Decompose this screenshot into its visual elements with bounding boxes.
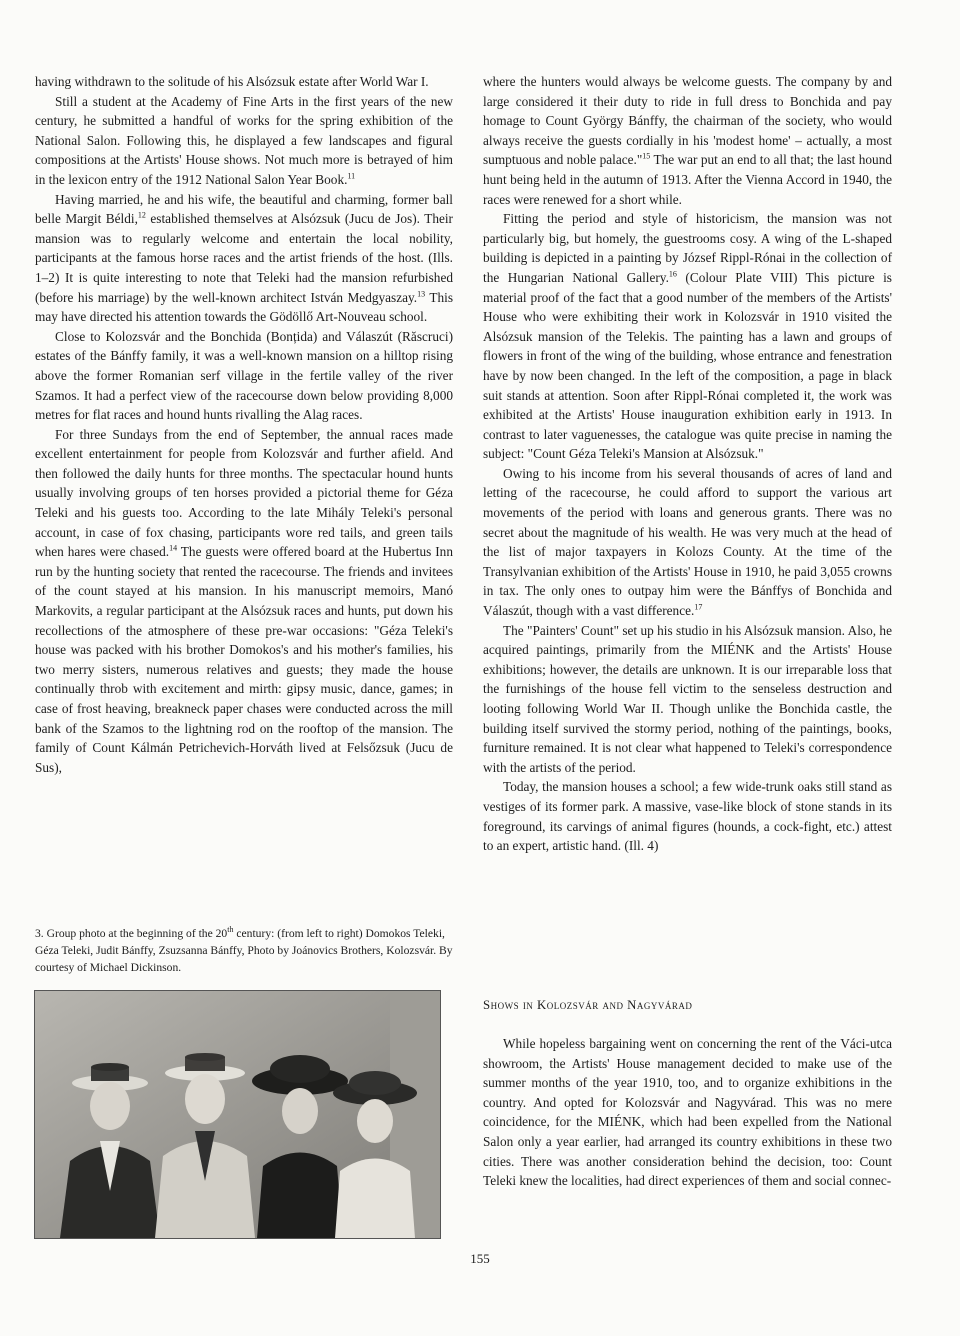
section-body	[483, 1034, 892, 1191]
paragraph: Today, the mansion houses a school; a few wide-trunk oaks still stand as vestiges of its former park. A massive, vase-like block of stone stands in its foreground, its carvings of animal figures (hounds, a cock-fight, etc.) attest to an expert, artistic hand. (Ill. 4)	[483, 779, 892, 854]
footnote-ref: 13	[417, 289, 426, 299]
paragraph: Having married, he and his wife, the beautiful and charming, former ball belle Margit Béldi,$^{12}$ established themselves at Alsózsuk (Jucu de Jos). Their mansion was to regularly welcome and entertain the local nobility, participants at the famous horse races and the artist friends of the host. (Ills. 1–2) It is quite interesting to note that Teleki had the mansion refurbished (before his marriage) by the well-known architect István Medgyaszay.$^{13}$ This may have directed his attention towards the Gödöllő Art-Nouveau school.	[35, 191, 453, 325]
footnote-ref: 14	[169, 543, 178, 553]
paragraph: The "Painters' Count" set up his studio in his Alsózsuk mansion. Also, he acquired paintings, primarily from the MIÉNK and the Artists' House exhibitions; however, the details are unknown. It is our irreparable loss that the furnishings of the house fell victim to the senseless destruction and looting following World War II. Though unlike the Bonchida castle, the building itself survived the stormy period, nothing of the paintings, books, furniture remained. It is not clear what happened to Teleki's correspondence with the artists of the period.	[483, 622, 892, 775]
figure-caption: 3. Group photo at the beginning of the 20th century: (from left to right) Domokos Teleki, Géza Teleki, Judit Bánffy, Zsuzsanna Bánffy, Photo by Joánovics Brothers, Kolozsvár. By courtesy of Michael Dickinson.	[35, 925, 453, 974]
group-photo-illustration	[35, 991, 440, 1238]
footnote-ref: 16	[668, 269, 677, 279]
section-heading: Shows in Kolozsvár and Nagyvárad	[483, 998, 693, 1012]
paragraph: For three Sundays from the end of September, the annual races made excellent entertainment for people from Kolozsvár and further afield. And then followed the daily hunts for three months. The spectacular hound hunts usually involving groups of ten horses provided a pictorial theme for Géza Teleki and his guests too. According to the late Mihály Teleki's personal account, in case of fox chasing, participants wore red tails, and green tails when hares were chased.$^{14}$ The guests were offered board at the Hubertus Inn run by the hunting society that rented the racecourse. The friends and invitees of the count stayed at his mansion. In his manuscript memoirs, Manó Markovits, a regular participant at the Alsózsuk races and hunts, put down his recollections of the atmosphere of these pre-war occasions: "Géza Teleki's house was packed with his brother Domokos's and his mother's families, his two merry sisters, numerous relatives and guests; they made the house continually throb with excitement and mirth: gipsy music, dance, games; in case of frost heaving, breakneck paper chases were conducted across the mill bank of the Szamos to the lightning rod on the rooftop of the mansion. The family of Count Kálmán Petrichevich-Horváth lived at Felsőzsuk (Jucu de Sus),	[35, 426, 453, 775]
page-number: 155	[470, 1251, 490, 1266]
paragraph: having withdrawn to the solitude of his Alsózsuk estate after World War I.	[35, 74, 429, 89]
footnote-ref: 17	[694, 602, 703, 612]
footnote-ref: 15	[642, 151, 651, 161]
paragraph: Owing to his income from his several thousands of acres of land and letting of the racecourse, he could afford to support the various art movements of the period with loans and generous grants. There was no secret about the magnitude of his wealth. He was very much at the head of the list of major taxpayers in Kolozs County. At the time of the Transylvanian exhibition of the Artists' House in 1910, he paid 3,055 crowns in tax. The only ones to outpay him were the Bánffys of Bonchida and Válaszút, though with a vast difference.$^{17}$	[483, 465, 892, 619]
left-column	[35, 72, 453, 777]
paragraph: where the hunters would always be welcome guests. The company by and large considered it their duty to ride in full dress to Bonchida and pay homage to Count György Bánffy, the chairman of the society, who would always receive the guests cordially in his 'modest home' – actually, a most sumptuous and noble palace."$^{15}$ The war put an end to all that; the last hound hunt being held in the autumn of 1913. After the Vienna Accord in 1940, the races were renewed for a short while.	[483, 74, 893, 207]
group-photo	[34, 990, 441, 1239]
footnote-ref: 11	[347, 171, 356, 181]
paragraph: Still a student at the Academy of Fine Arts in the first years of the new century, he submitted a handful of works for the spring exhibition of the National Salon. Following this, he displayed a few landscapes and figural compositions at the Artists' House shows. Not much more is betrayed of him in the lexicon entry of the 1912 National Salon Year Book.$^{11}$	[35, 93, 453, 187]
footnote-ref: 12	[137, 210, 146, 220]
right-column	[483, 72, 892, 856]
paragraph: Fitting the period and style of historicism, the mansion was not particularly big, but homely, the guestrooms cosy. A wing of the L-shaped building is depicted in a painting by József Rippl-Rónai in the collection of the Hungarian National Gallery.$^{16}$ (Colour Plate VIII) This picture is material proof of the fact that a good number of the members of the Artists' House who were exhibiting their work in Kolozsvár in 1910 visited the Alsózsuk mansion of the Telekis. The painting has a lawn and groups of flowers in front of the wing of the building, whose entrance and fenestration have by now been changed. In the left of the composition, a page in black suit stands at attention. Soon after Rippl-Rónai completed it, the work was exhibited at the Artists' House inauguration exhibition early in 1913. In contrast to later vaguenesses, the catalogue was quite precise in naming the subject: "Count Géza Teleki's Mansion at Alsózsuk."	[483, 211, 892, 462]
paragraph: While hopeless bargaining went on concerning the rent of the Váci-utca showroom, the Artists' House management decided to make use of the summer months of the year 1910, too, and to organize exhibitions in the country. And opted for Kolozsvár and Nagyvárad. This was no mere coincidence, for the MIÉNK, which had been expelled from the National Salon only a year earlier, had arranged its country exhibitions in these two cities. There was another consideration behind the decision, too: Count Teleki knew the localities, had direct experiences of them and social connec-	[483, 1036, 892, 1189]
paragraph: Close to Kolozsvár and the Bonchida (Bonțida) and Válaszút (Răscruci) estates of the Bánffy family, it was a well-known mansion on a hilltop rising above the former Romanian serf village in the fertile valley of the river Szamos. It had a perfect view of the racecourse down below providing 8,000 metres for flat races and hound hunts rivalling the Alag races.	[35, 328, 453, 423]
